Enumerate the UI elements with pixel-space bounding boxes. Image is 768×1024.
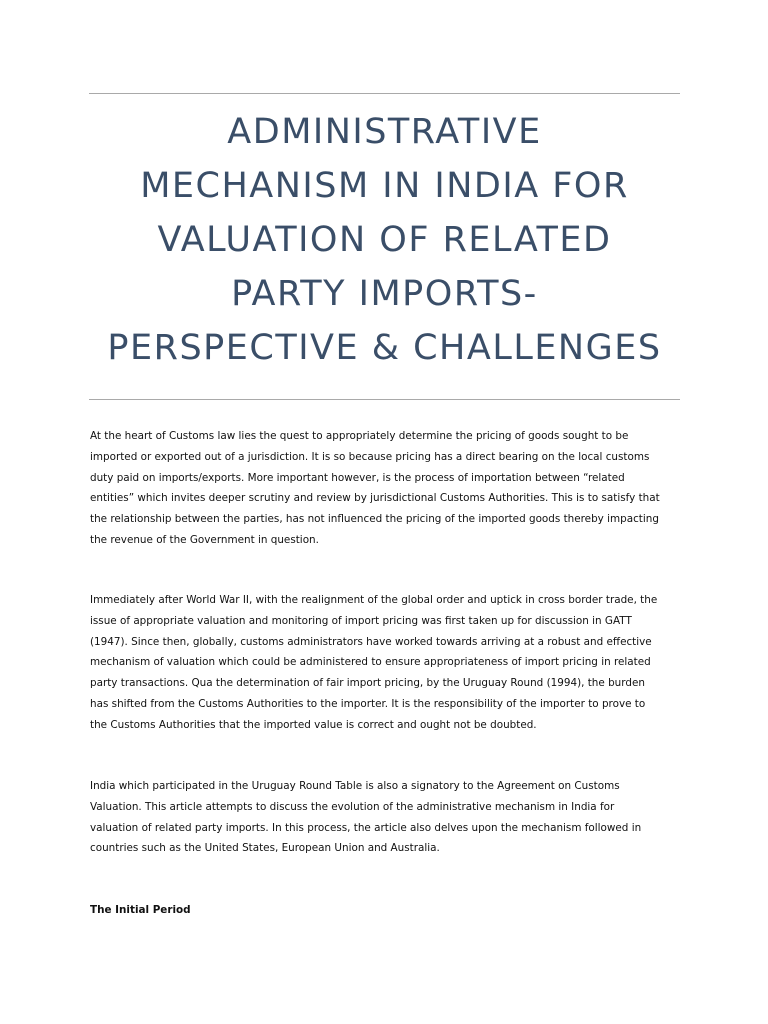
section-heading-initial-period: The Initial Period [90, 904, 191, 916]
title-line: PARTY IMPORTS- [231, 274, 538, 314]
title-line: ADMINISTRATIVE [227, 112, 542, 152]
paragraph-line: the Customs Authorities that the imported value is correct and ought not be doubted. [90, 718, 537, 731]
paragraph-line: the relationship between the parties, has not influenced the pricing of the imported goods thereby impacting [90, 513, 659, 526]
paragraph-line: Immediately after World War II, with the realignment of the global order and uptick in cross border trade, the [90, 594, 658, 606]
body-paragraph-history [90, 590, 690, 736]
paragraph-line: countries such as the United States, European Union and Australia. [90, 842, 440, 855]
paragraph-line: duty paid on imports/exports. More important however, is the process of importation between “related [90, 471, 625, 484]
title-line: VALUATION OF RELATED [157, 220, 612, 260]
title-line: MECHANISM IN INDIA FOR [140, 166, 629, 206]
paragraph-line: (1947). Since then, globally, customs administrators have worked towards arriving at a robust and effective [90, 635, 652, 648]
title-line: PERSPECTIVE & CHALLENGES [107, 328, 662, 368]
paragraph-line: entities” which invites deeper scrutiny and review by jurisdictional Customs Authorities. This is to satisfy that [90, 492, 660, 505]
paragraph-line: Valuation. This article attempts to discuss the evolution of the administrative mechanism in India for [90, 800, 615, 813]
title-bottom-rule [89, 399, 680, 400]
paragraph-line: mechanism of valuation which could be administered to ensure appropriateness of import pricing in related [90, 656, 651, 669]
paragraph-line: valuation of related party imports. In this process, the article also delves upon the mechanism followed in [90, 821, 642, 834]
paragraph-line: the revenue of the Government in question. [90, 533, 319, 546]
paragraph-line: party transactions. Qua the determination of fair import pricing, by the Uruguay Round (1994), the burden [90, 677, 645, 690]
body-paragraph-scope [90, 776, 690, 859]
paragraph-line: India which participated in the Uruguay Round Table is also a signatory to the Agreement on Customs [90, 780, 620, 792]
paragraph-line: issue of appropriate valuation and monitoring of import pricing was first taken up for discussion in GATT [90, 614, 632, 627]
title-top-rule [89, 93, 680, 94]
body-paragraph-intro [90, 426, 690, 551]
document-title [89, 105, 680, 375]
paragraph-line: At the heart of Customs law lies the quest to appropriately determine the pricing of goods sought to be [90, 430, 629, 442]
paragraph-line: has shifted from the Customs Authorities to the importer. It is the responsibility of the importer to prove to [90, 697, 646, 710]
paragraph-line: imported or exported out of a jurisdiction. It is so because pricing has a direct bearing on the local customs [90, 450, 650, 463]
